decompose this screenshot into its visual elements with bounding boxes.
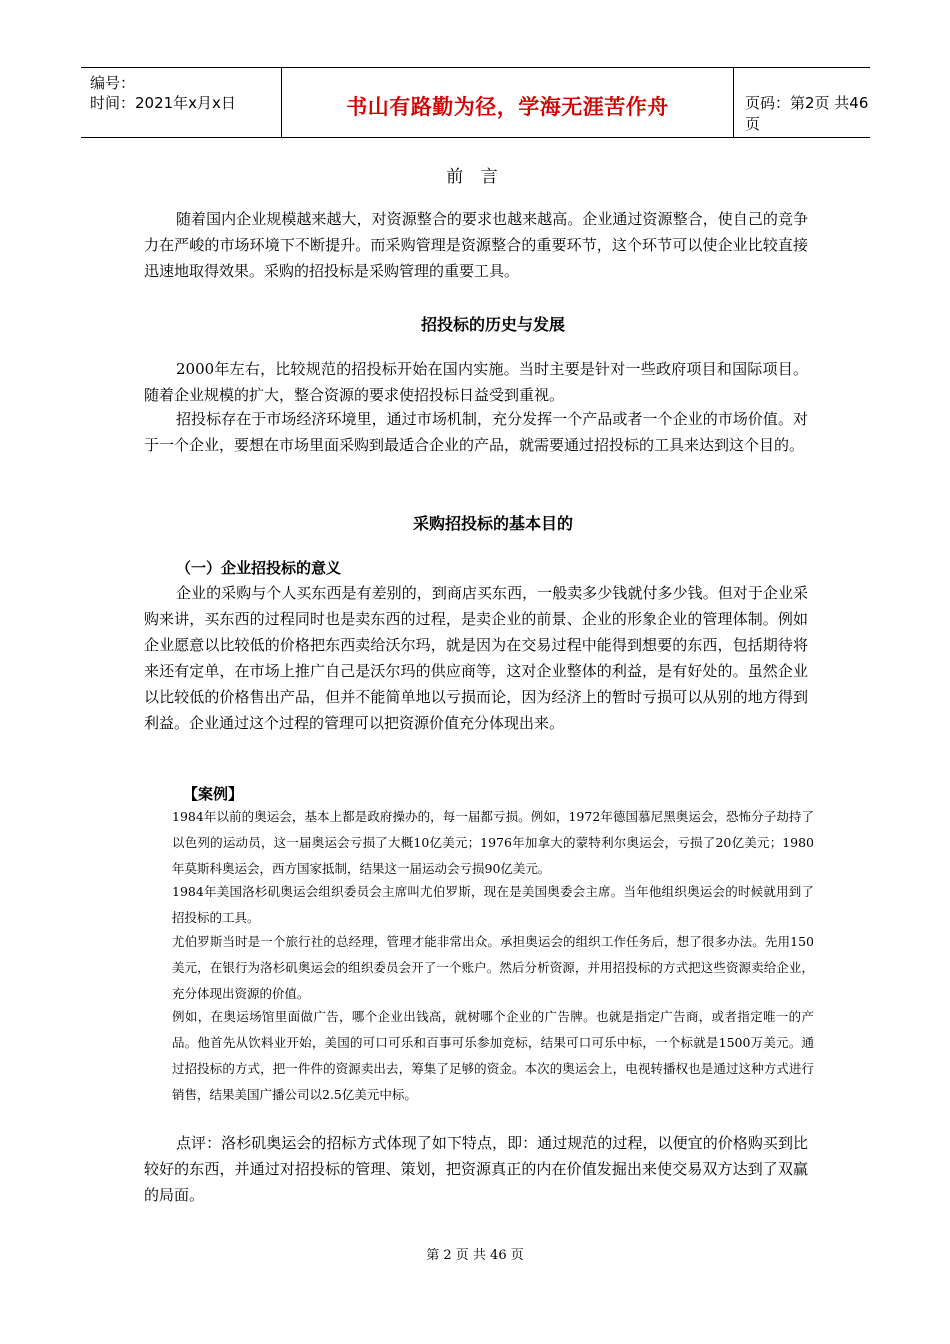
document-number: 编号： [90, 74, 136, 92]
header-meta-cell [81, 68, 282, 137]
header-page-info: 页码：第2页 共46页 [745, 94, 869, 133]
case-paragraph-1: 1984年以前的奥运会，基本上都是政府操办的，每一届都亏损。例如，1972年德国慕尼黑奥运会，恐怖分子劫持了以色列的运动员，这一届奥运会亏损了大概10亿美元；1976年加拿大的蒙特利尔奥运会，亏损了20亿美元；1980年莫斯科奥运会，西方国家抵制，结果这一届运动会亏损90亿美元。 [172, 809, 814, 876]
purpose-heading: 采购招投标的基本目的 [412, 514, 573, 533]
purpose-paragraph: 企业的采购与个人买东西是有差别的，到商店买东西，一般卖多少钱就付多少钱。但对于企业采购来讲，买东西的过程同时也是卖东西的过程，是卖企业的前景、企业的形象企业的管理体制。例如企业愿意以比较低的价格把东西卖给沃尔玛，就是因为在交易过程中能得到想要的东西，包括期待将来还有定单，在市场上推广自己是沃尔玛的供应商等，这对企业整体的利益，是有好处的。虽然企业以比较低的价格售出产品，但并不能简单地以亏损而论，因为经济上的暂时亏损可以从别的地方得到利益。企业通过这个过程的管理可以把资源价值充分体现出来。 [144, 584, 808, 732]
case-paragraph-3: 尤伯罗斯当时是一个旅行社的总经理，管理才能非常出众。承担奥运会的组织工作任务后，想了很多办法。先用150美元，在银行为洛杉矶奥运会的组织委员会开了一个账户。然后分析资源，并用招投标的方式把这些资源卖给企业，充分体现出资源的价值。 [172, 934, 814, 1001]
history-paragraph-1: 2000年左右，比较规范的招投标开始在国内实施。当时主要是针对一些政府项目和国际项目。随着企业规模的扩大，整合资源的要求使招投标日益受到重视。 [144, 360, 808, 404]
preface-title: 前 言 [446, 167, 504, 187]
history-heading: 招投标的历史与发展 [420, 315, 565, 334]
case-comment: 点评：洛杉矶奥运会的招标方式体现了如下特点，即：通过规范的过程，以便宜的价格购买到比较好的东西，并通过对招投标的管理、策划，把资源真正的内在价值发掘出来使交易双方达到了双赢的局面。 [144, 1134, 808, 1204]
header-motto-cell [282, 68, 734, 137]
header-page-cell [734, 68, 870, 137]
case-paragraph-4: 例如，在奥运场馆里面做广告，哪个企业出钱高，就树哪个企业的广告牌。也就是指定广告商，或者指定唯一的产品。他首先从饮料业开始，美国的可口可乐和百事可乐参加竞标，结果可口可乐中标，一个标就是1500万美元。通过招投标的方式，把一件件的资源卖出去，筹集了足够的资金。本次的奥运会上，电视转播权也是通过这种方式进行销售，结果美国广播公司以2.5亿美元中标。 [172, 1009, 814, 1102]
header-motto: 书山有路勤为径，学海无涯苦作舟 [346, 95, 669, 119]
history-paragraph-2: 招投标存在于市场经济环境里，通过市场机制，充分发挥一个产品或者一个企业的市场价值。对于一个企业，要想在市场里面采购到最适合企业的产品，就需要通过招投标的工具来达到这个目的。 [144, 410, 808, 454]
purpose-subheading: （一）企业招投标的意义 [176, 559, 342, 577]
preface-paragraph: 随着国内企业规模越来越大，对资源整合的要求也越来越高。企业通过资源整合，使自己的竞争力在严峻的市场环境下不断提升。而采购管理是资源整合的重要环节，这个环节可以使企业比较直接迅速地取得效果。采购的招投标是采购管理的重要工具。 [144, 210, 808, 280]
document-header [81, 67, 870, 138]
document-date: 时间：2021年x月x日 [90, 94, 236, 112]
case-paragraph-2: 1984年美国洛杉矶奥运会组织委员会主席叫尤伯罗斯，现在是美国奥委会主席。当年他组织奥运会的时候就用到了招投标的工具。 [172, 884, 814, 925]
page-footer: 第 2 页 共 46 页 [426, 1248, 524, 1263]
case-label: 【案例】 [183, 785, 244, 803]
